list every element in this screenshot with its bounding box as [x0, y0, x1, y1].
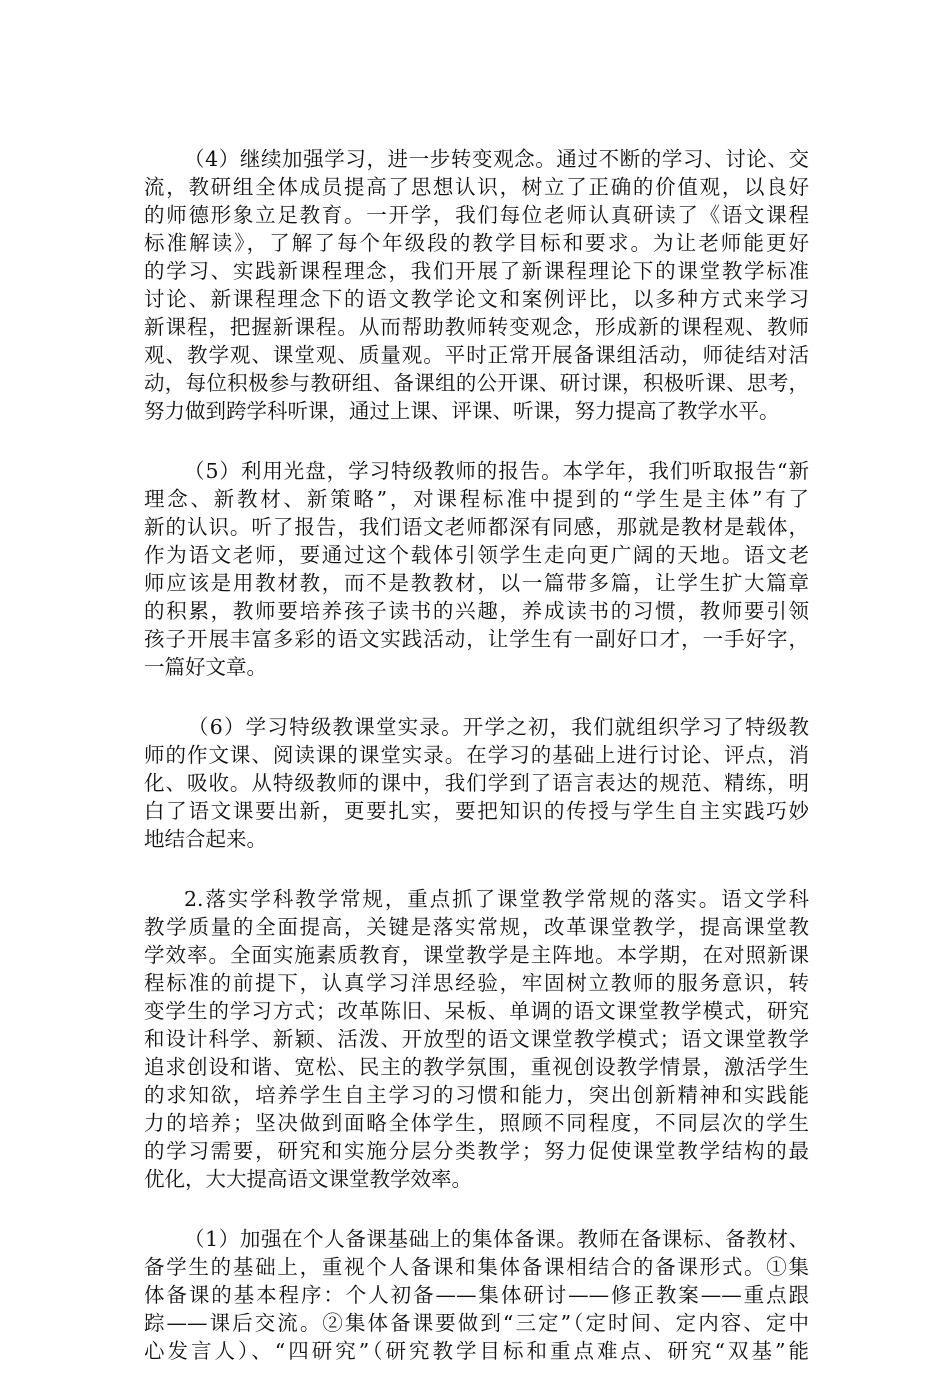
paragraph-p4 — [144, 145, 809, 425]
text-line: 学效率。全面实施素质教育，课堂教学是主阵地。本学期，在对照新课 — [144, 943, 809, 967]
text-line: 追求创设和谐、宽松、民主的教学氛围，重视创设教学情景，激活学生 — [144, 1055, 809, 1079]
text-line: 优化，大大提高语文课堂教学效率。 — [144, 1167, 472, 1191]
text-line: 的求知欲，培养学生自主学习的习惯和能力，突出创新精神和实践能 — [144, 1083, 809, 1107]
text-line: 新的认识。听了报告，我们语文老师都深有同感，那就是教材是载体， — [144, 515, 809, 539]
text-line: 的学习、实践新课程理念，我们开展了新课程理论下的课堂教学标准 — [144, 259, 809, 283]
paragraph-p6 — [144, 713, 809, 853]
text-line: 程标准的前提下，认真学习洋思经验，牢固树立教师的服务意识，转 — [144, 971, 809, 995]
text-line: 变学生的学习方式；改革陈旧、呆板、单调的语文课堂教学模式，研究 — [144, 999, 809, 1023]
text-line: （1）加强在个人备课基础上的集体备课。教师在备课标、备教材、 — [184, 1227, 809, 1251]
text-line: 体备课的基本程序：个人初备——集体研讨——修正教案——重点跟 — [144, 1283, 809, 1307]
text-line: 和设计科学、新颖、活泼、开放型的语文课堂教学模式；语文课堂教学 — [144, 1027, 809, 1051]
text-line: 的师德形象立足教育。一开学，我们每位老师认真研读了《语文课程 — [144, 203, 809, 227]
text-line: 流，教研组全体成员提高了思想认识，树立了正确的价值观，以良好 — [144, 175, 809, 199]
text-line: （5）利用光盘，学习特级教师的报告。本学年，我们听取报告“新 — [184, 459, 809, 483]
text-line: （4）继续加强学习，进一步转变观念。通过不断的学习、讨论、交 — [184, 147, 809, 171]
text-line: 努力做到跨学科听课，通过上课、评课、听课，努力提高了教学水平。 — [144, 399, 780, 423]
text-line: 踪——课后交流。②集体备课要做到“三定”（定时间、定内容、定中 — [144, 1311, 809, 1335]
text-line: 化、吸收。从特级教师的课中，我们学到了语言表达的规范、精练，明 — [144, 771, 809, 795]
text-line: 的学习需要，研究和实施分层分类教学；努力促使课堂教学结构的最 — [144, 1139, 809, 1163]
text-line: 讨论、新课程理念下的语文教学论文和案例评比，以多种方式来学习 — [144, 287, 809, 311]
text-line: 地结合起来。 — [144, 827, 267, 851]
text-line: 教学质量的全面提高，关键是落实常规，改革课堂教学，提高课堂教 — [144, 915, 809, 939]
text-line: 孩子开展丰富多彩的语文实践活动，让学生有一副好口才，一手好字， — [144, 627, 809, 651]
text-line: 新课程，把握新课程。从而帮助教师转变观念，形成新的课程观、教师 — [144, 315, 809, 339]
paragraph-p5 — [144, 457, 809, 681]
text-line: 力的培养；坚决做到面略全体学生，照顾不同程度，不同层次的学生 — [144, 1111, 809, 1135]
text-line: 理念、新教材、新策略”，对课程标准中提到的“学生是主体”有了 — [144, 487, 809, 511]
text-line: 师的作文课、阅读课的课堂实录。在学习的基础上进行讨论、评点，消 — [144, 743, 809, 767]
text-line: （6）学习特级教课堂实录。开学之初，我们就组织学习了特级教 — [188, 715, 809, 739]
text-line: 作为语文老师，要通过这个载体引领学生走向更广阔的天地。语文老 — [144, 543, 809, 567]
paragraph-p1 — [144, 1225, 809, 1365]
text-line: 观、教学观、课堂观、质量观。平时正常开展备课组活动，师徒结对活 — [144, 343, 809, 367]
paragraph-p2 — [144, 885, 809, 1193]
text-line: 备学生的基础上，重视个人备课和集体备课相结合的备课形式。①集 — [144, 1255, 809, 1279]
text-line: 一篇好文章。 — [144, 655, 267, 679]
text-line: 师应该是用教材教，而不是教教材，以一篇带多篇，让学生扩大篇章 — [144, 571, 809, 595]
text-line: 标准解读》，了解了每个年级段的教学目标和要求。为让老师能更好 — [144, 231, 809, 255]
text-line: 白了语文课要出新，更要扎实，要把知识的传授与学生自主实践巧妙 — [144, 799, 809, 823]
text-line: 的积累，教师要培养孩子读书的兴趣，养成读书的习惯，教师要引领 — [144, 599, 809, 623]
text-line: 2.落实学科教学常规，重点抓了课堂教学常规的落实。语文学科 — [184, 887, 809, 911]
text-line: 动，每位积极参与教研组、备课组的公开课、研讨课，积极听课、思考， — [144, 371, 809, 395]
document-body — [144, 145, 809, 1397]
text-line: 心发言人）、“四研究”（研究教学目标和重点难点、研究“双基”能 — [144, 1339, 809, 1363]
